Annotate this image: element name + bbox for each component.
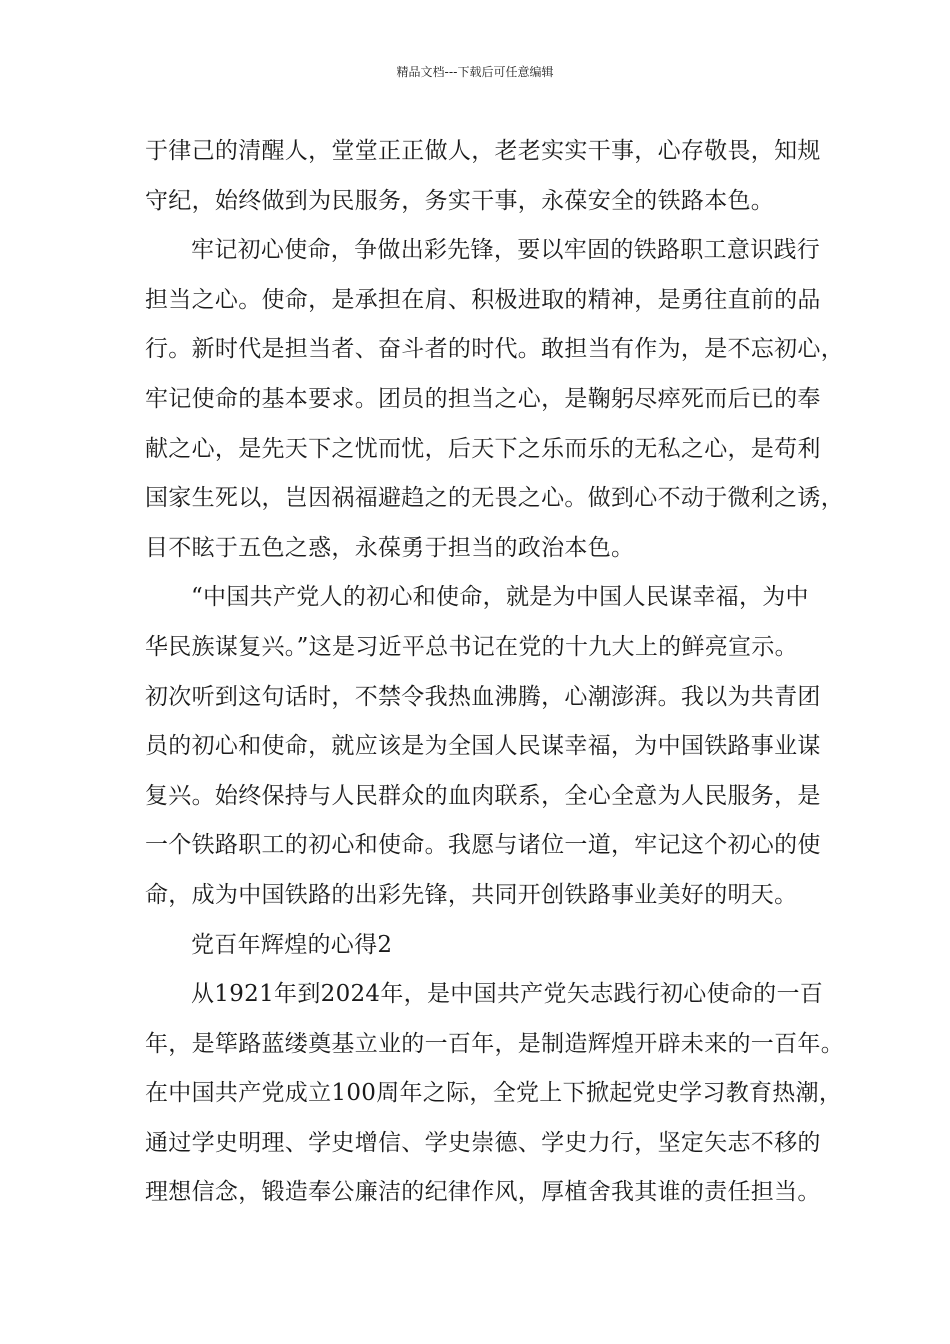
text-line: 国家生死以，岂因祸福避趋之的无畏之心。做到心不动于微利之诱， (145, 485, 844, 512)
text-line: 担当之心。使命，是承担在肩、积极进取的精神，是勇往直前的品 (145, 286, 821, 313)
text-line: 行。新时代是担当者、奋斗者的时代。敢担当有作为，是不忘初心， (145, 336, 844, 363)
text-line: 守纪，始终做到为民服务，务实干事，永葆安全的铁路本色。 (145, 187, 775, 214)
text-line: 年，是筚路蓝缕奠基立业的一百年，是制造辉煌开辟未来的一百年。 (145, 1030, 844, 1057)
page-header: 精品文档---下载后可任意编辑 (396, 65, 554, 79)
text-line: 献之心，是先天下之忧而忧，后天下之乐而乐的无私之心，是苟利 (145, 435, 821, 462)
text-line: 于律己的清醒人，堂堂正正做人，老老实实干事，心存敬畏，知规 (145, 138, 821, 164)
document-body (145, 127, 844, 1218)
text-line: 目不眩于五色之惑，永葆勇于担当的政治本色。 (145, 534, 635, 561)
text-line: 复兴。始终保持与人民群众的血肉联系，全心全意为人民服务，是 (145, 782, 821, 809)
paragraph-start-line: 牢记初心使命，争做出彩先锋，要以牢固的铁路职工意识践行 (191, 237, 821, 264)
text-line: 初次听到这句话时，不禁令我热血沸腾，心潮澎湃。我以为共青团 (145, 683, 821, 710)
text-line: 命，成为中国铁路的出彩先锋，共同开创铁路事业美好的明天。 (145, 881, 798, 908)
paragraph-start-line: “中国共产党人的初心和使命，就是为中国人民谋幸福，为中 (191, 584, 809, 611)
text-line: 华民族谋复兴。”这是习近平总书记在党的十九大上的鲜亮宣示。 (145, 633, 798, 660)
section-heading: 党百年辉煌的心得2 (191, 931, 393, 958)
text-line: 理想信念，锻造奉公廉洁的纪律作风，厚植舍我其谁的责任担当。 (145, 1179, 821, 1206)
text-line: 通过学史明理、学史增信、学史崇德、学史力行，坚定矢志不移的 (145, 1129, 821, 1156)
text-line: 牢记使命的基本要求。团员的担当之心，是鞠躬尽瘁死而后已的奉 (145, 385, 821, 412)
paragraph-start-line: 从1921年到2024年，是中国共产党矢志践行初心使命的一百 (191, 981, 824, 1008)
text-line: 员的初心和使命，就应该是为全国人民谋幸福，为中国铁路事业谋 (145, 733, 821, 760)
text-line: 在中国共产党成立100周年之际，全党上下掀起党史学习教育热潮， (145, 1080, 843, 1107)
text-line: 一个铁路职工的初心和使命。我愿与诸位一道，牢记这个初心的使 (145, 832, 821, 859)
